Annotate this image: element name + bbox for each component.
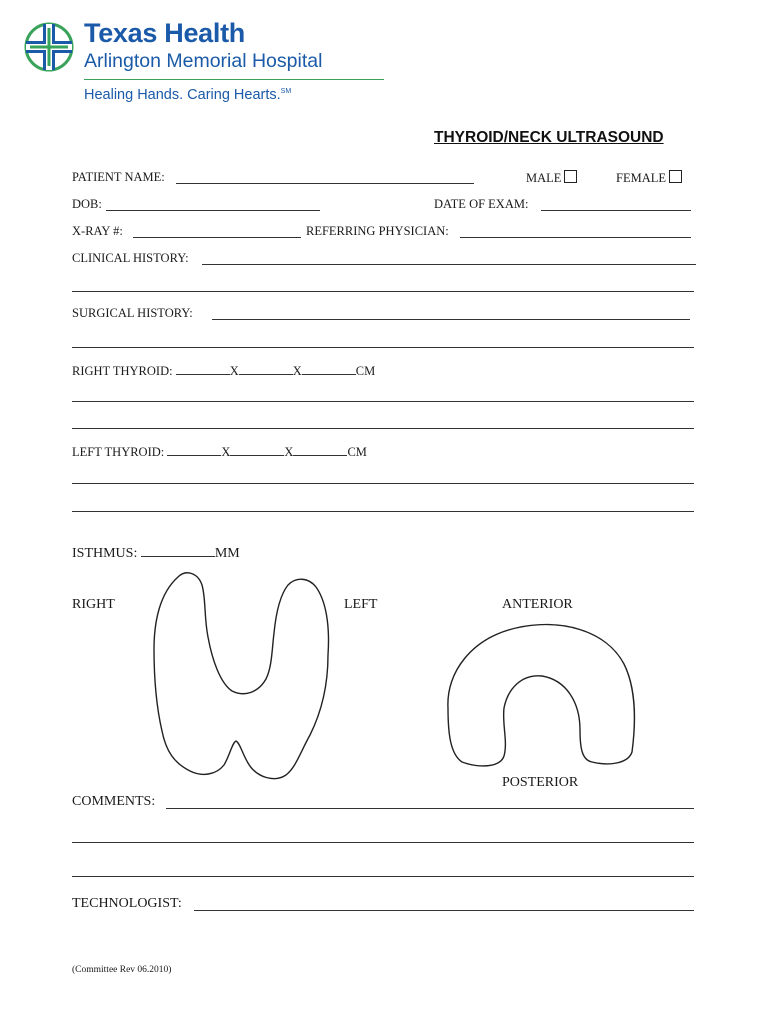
diagram-right-label: RIGHT (72, 597, 115, 612)
referring-physician-field[interactable] (460, 237, 691, 238)
form-title: THYROID/NECK ULTRASOUND (434, 129, 664, 146)
thyroid-frontal-diagram (140, 565, 340, 785)
xray-field[interactable] (133, 237, 301, 238)
surgical-history-line-2[interactable] (72, 347, 694, 348)
male-option: MALE (526, 170, 577, 186)
right-thyroid-depth-field[interactable] (302, 362, 356, 375)
xray-label: X-RAY #: (72, 224, 123, 238)
female-option: FEMALE (616, 170, 682, 186)
surgical-history-field[interactable] (212, 319, 690, 320)
isthmus-label: ISTHMUS: (72, 546, 138, 561)
patient-name-label: PATIENT NAME: (72, 170, 165, 184)
date-of-exam-field[interactable] (541, 210, 691, 211)
left-thyroid-length-field[interactable] (167, 443, 221, 456)
comments-field[interactable] (166, 808, 694, 809)
clinical-history-label: CLINICAL HISTORY: (72, 251, 189, 265)
female-checkbox[interactable] (669, 170, 682, 183)
male-checkbox[interactable] (564, 170, 577, 183)
left-thyroid-depth-field[interactable] (293, 443, 347, 456)
right-thyroid-label: RIGHT THYROID: (72, 364, 173, 378)
patient-name-field[interactable] (176, 183, 474, 184)
isthmus-field[interactable] (141, 543, 215, 557)
left-thyroid-notes-line-1[interactable] (72, 483, 694, 484)
right-thyroid-length-field[interactable] (176, 362, 230, 375)
diagram-posterior-label: POSTERIOR (502, 775, 579, 790)
referring-physician-label: REFERRING PHYSICIAN: (306, 224, 449, 238)
cross-circle-logo-icon (22, 20, 76, 74)
technologist-field[interactable] (194, 910, 694, 911)
left-thyroid-dimensions: LEFT THYROID: X X CM (72, 445, 367, 459)
brand-hospital-name: Arlington Memorial Hospital (84, 50, 323, 72)
technologist-label: TECHNOLOGIST: (72, 896, 182, 911)
left-thyroid-label: LEFT THYROID: (72, 445, 165, 459)
right-thyroid-dimensions: RIGHT THYROID: X X CM (72, 364, 376, 378)
brand-name: Texas Health (84, 18, 245, 48)
right-thyroid-width-field[interactable] (239, 362, 293, 375)
date-of-exam-label: DATE OF EXAM: (434, 197, 529, 211)
footer-revision-note: (Committee Rev 06.2010) (72, 965, 172, 975)
right-thyroid-notes-line-2[interactable] (72, 428, 694, 429)
diagram-anterior-label: ANTERIOR (502, 597, 573, 612)
clinical-history-line-2[interactable] (72, 291, 694, 292)
dob-field[interactable] (106, 210, 320, 211)
right-thyroid-notes-line-1[interactable] (72, 401, 694, 402)
thyroid-cross-section-diagram (438, 612, 638, 772)
dob-label: DOB: (72, 197, 102, 211)
diagram-left-label: LEFT (344, 597, 378, 612)
brand-tagline: Healing Hands. Caring Hearts.℠ (84, 87, 292, 103)
left-thyroid-notes-line-2[interactable] (72, 511, 694, 512)
comments-label: COMMENTS: (72, 794, 156, 809)
clinical-history-field[interactable] (202, 264, 696, 265)
isthmus-measurement: ISTHMUS: MM (72, 543, 240, 562)
comments-line-2[interactable] (72, 842, 694, 843)
left-thyroid-width-field[interactable] (230, 443, 284, 456)
brand-divider (84, 79, 384, 80)
surgical-history-label: SURGICAL HISTORY: (72, 306, 193, 320)
comments-line-3[interactable] (72, 876, 694, 877)
